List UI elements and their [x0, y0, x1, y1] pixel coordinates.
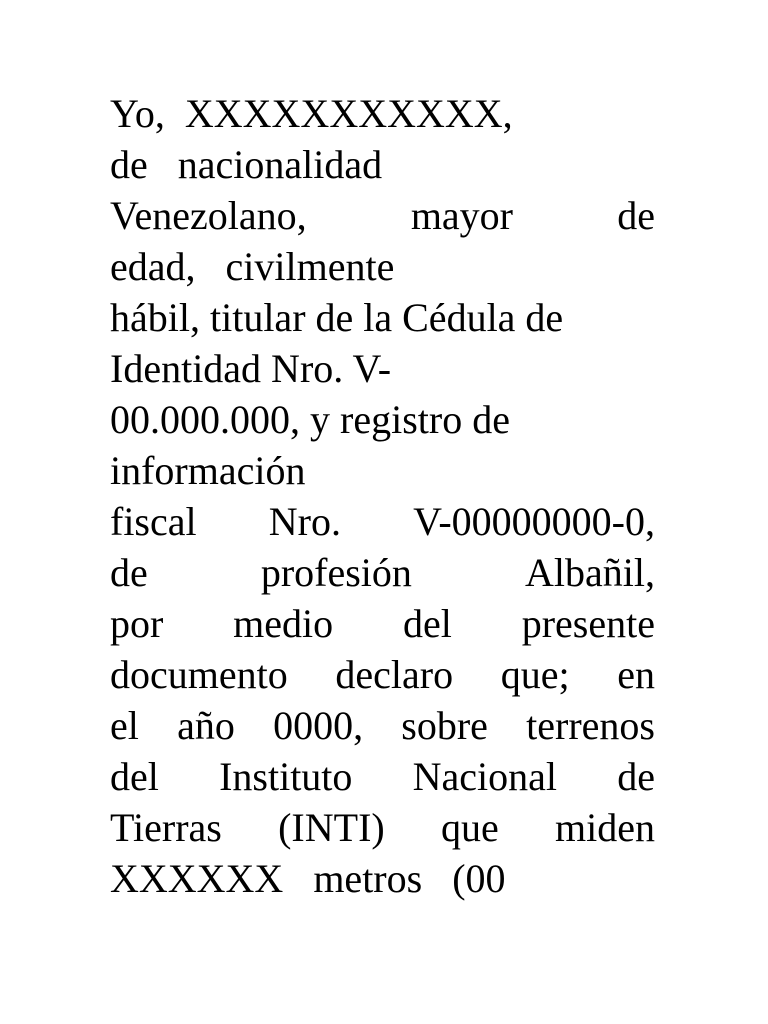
text-line: edad, civilmente	[110, 244, 395, 289]
word: Tierras	[110, 805, 222, 850]
text-line	[110, 802, 655, 853]
word: 0000,	[273, 703, 364, 748]
word: presente	[521, 601, 655, 646]
text-line	[110, 496, 655, 547]
word: del	[403, 601, 452, 646]
word: Nro.	[268, 499, 341, 544]
text-line	[110, 700, 655, 751]
text-line	[110, 190, 655, 241]
word: el	[110, 703, 139, 748]
text-line: información	[110, 448, 306, 493]
text-line: Identidad Nro. V-	[110, 346, 392, 391]
word: que;	[500, 652, 570, 697]
text-line: de nacionalidad	[110, 142, 383, 187]
word: Nacional	[412, 754, 557, 799]
word: fiscal	[110, 499, 197, 544]
word: Instituto	[219, 754, 353, 799]
text-line: hábil, titular de la Cédula de	[110, 295, 564, 340]
word: terrenos	[526, 703, 655, 748]
word: sobre	[401, 703, 488, 748]
word: Albañil,	[525, 550, 655, 595]
word: documento	[110, 652, 288, 697]
word: V-00000000-0,	[413, 499, 655, 544]
text-line: 00.000.000, y registro de	[110, 397, 510, 442]
text-line	[110, 598, 655, 649]
word: declaro	[335, 652, 454, 697]
word: Venezolano,	[110, 193, 307, 238]
word: año	[177, 703, 235, 748]
text-line	[110, 751, 655, 802]
word: miden	[554, 805, 655, 850]
word: por	[110, 601, 164, 646]
word: de	[110, 550, 148, 595]
word: de	[617, 754, 655, 799]
word: (INTI)	[278, 805, 385, 850]
text-line: Yo, XXXXXXXXXXX,	[110, 91, 513, 136]
text-line: XXXXXX metros (00	[110, 856, 506, 901]
word: medio	[233, 601, 334, 646]
word: del	[110, 754, 159, 799]
word: que	[440, 805, 499, 850]
word: mayor	[410, 193, 513, 238]
text-line	[110, 649, 655, 700]
word: profesión	[260, 550, 412, 595]
document-body-text	[110, 88, 655, 904]
word: de	[617, 193, 655, 238]
text-line	[110, 547, 655, 598]
word: en	[617, 652, 655, 697]
